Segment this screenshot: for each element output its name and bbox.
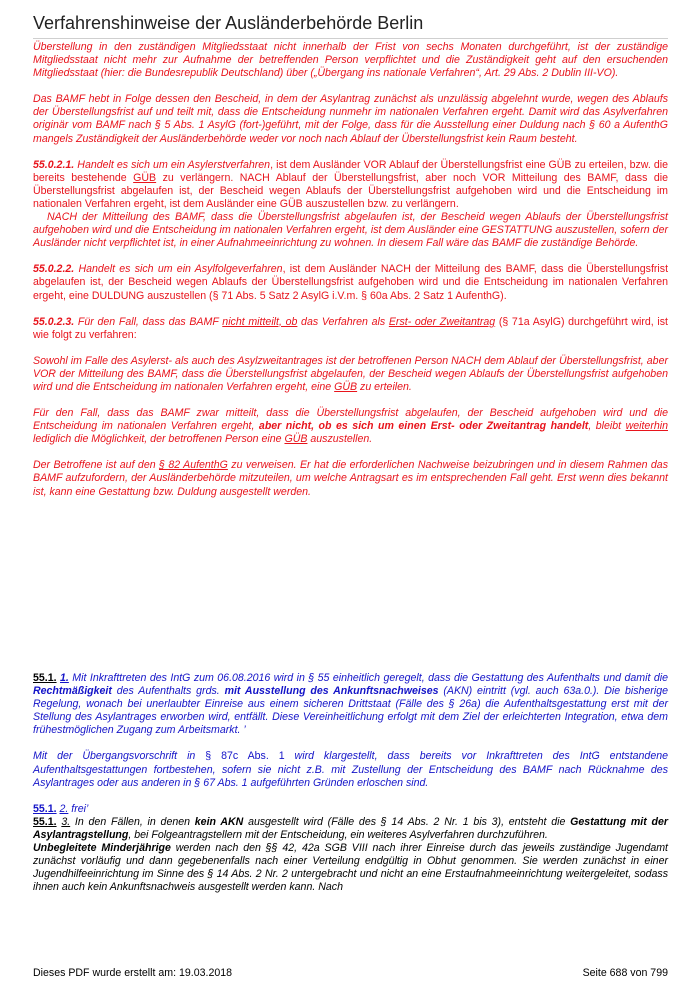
paragraph-bamf-informs: Für den Fall, dass das BAMF zwar mitteilt, dass die Überstellungsfrist abgelaufen, der Bescheid aufgehoben wird und die Entscheidung im nationalen Verfahren ergeht, aber nicht, ob es sich um einen Erst- oder Zweitantrag handelt, bleibt weiterhin lediglich die Möglichkeit, der betroffenen Person eine GÜB auszustellen. bbox=[33, 407, 668, 446]
subsection-link[interactable]: 1. bbox=[60, 672, 69, 684]
gub-link[interactable]: GÜB bbox=[284, 433, 308, 446]
paragraph-55-0-2-3: 55.0.2.3. Für den Fall, dass das BAMF nicht mitteilt, ob das Verfahren als Erst- oder Zweitantrag (§ 71a AsylG) durchgeführt wird, ist wie folgt zu verfahren: bbox=[33, 315, 668, 341]
subsection-link[interactable]: 2. bbox=[59, 802, 69, 815]
paragraph-transfer-deadline: Überstellung in den zuständigen Mitgliedsstaat nicht innerhalb der Frist von sechs Monaten durchgeführt, ist der zuständige Mitgliedsstaat nicht mehr zur Aufnahme der betreffenden Person verpflichtet und die Zuständigkeit geht auf den ersuchenden Mitgliedsstaat (hier: die Bundesrepublik Deutschland) über („Übergang ins nationale Verfahren“, Art. 29 Abs. 2 Dublin III-VO). bbox=[33, 41, 668, 80]
paragraph-bamf-decision: Das BAMF hebt in Folge dessen den Bescheid, in dem der Asylantrag zunächst als unzulässig abgelehnt wurde, wegen des Ablaufs der Überstellungsfrist auf und teilt mit, dass die Entscheidung nunmehr im nationalen Verfahren ergeht. Damit wird das Asylverfahren originär vom BAMF nach § 5 Abs. 1 AsylG (fort-)geführt, mit der Folge, dass für die Ausstellung einer Duldung nach § 60 a AufenthG mangels Zuständigkeit der Ausländerbehörde weder vor noch nach Ablauf der Überstellungsfrist kein Raum besteht. bbox=[33, 93, 668, 145]
paragraph-55-0-2-1: 55.0.2.1. Handelt es sich um ein Asylerstverfahren, ist dem Ausländer VOR Ablauf der Überstellungsfrist eine GÜB zu erteilen, bzw. die bereits bestehende GÜB zu verlängern. NACH Ablauf der Überstellungsfrist, aber noch VOR Mitteilung des BAMF, dass die Überstellungsfrist abgelaufen ist, der Bescheid wegen Ablaufs der Überstellungsfrist aufgehoben wird und die Entscheidung im nationalen Verfahren ergeht, ist dem Ausländer eine GÜB auszustellen bzw. zu verlängern. bbox=[33, 158, 668, 210]
section-number-link[interactable]: 55.1. bbox=[33, 672, 57, 684]
paragraph-55-1-2: 55.1. 2. frei’ bbox=[33, 802, 89, 815]
gub-link[interactable]: GÜB bbox=[334, 380, 358, 393]
section-number-link[interactable]: 55.1. bbox=[33, 802, 57, 815]
ref-87c-link[interactable]: § 87c Abs. 1 bbox=[205, 750, 285, 763]
footer-page-number: Seite 688 von 799 bbox=[582, 967, 668, 979]
section-55-1 bbox=[33, 672, 668, 894]
paragraph-55-1-3: 55.1. 3. In den Fällen, in denen kein AKN ausgestellt wird (Fälle des § 14 Abs. 2 Nr. 1 bis 3), entsteht die Gestattung mit der Asylantragstellung, bei Folgeantragstellern mit der Entscheidung, ein weiteres Asylverfahren durchzuführen. Unbegleitete Minderjährige werden nach den §§ 42, 42a SGB VIII nach ihrer Einreise durch das jeweils zuständige Jugendamt zunächst vorläufig und dann gegebenenfalls nach einer Verteilung endgültig in Obhut genommen. Sie werden zunächst in einer Jugendhilfeeinrichtung im Sinne des § 14 Abs. 2 Nr. 2 untergebracht und nicht an eine Erstaufnahmeeinrichtung weitergeleitet, sodass ihnen auch kein Ankunftsnachweis ausgestellt werden kann. Nach bbox=[33, 815, 669, 894]
section-number: 55.0.2.1. bbox=[33, 158, 75, 171]
paragraph-55-0-2-1-cont: NACH der Mitteilung des BAMF, dass die Überstellungsfrist abgelaufen ist, der Bescheid wegen Ablaufs der Überstellungsfrist aufgehoben wird und die Entscheidung im nationalen Verfahren ergeht, ist dem Ausländer eine GESTATTUNG auszustellen, sofern der Ausländer nicht verpflichtet ist, in einer Aufnahmeeinrichtung zu wohnen. In diesem Fall wäre das BAMF die zuständige Behörde. bbox=[33, 211, 668, 250]
section-lead: Handelt es sich um ein Asylerstverfahren bbox=[74, 158, 271, 171]
section-lead: Handelt es sich um ein Asylfolgeverfahren bbox=[74, 263, 283, 276]
footer-created-date: Dieses PDF wurde erstellt am: 19.03.2018 bbox=[33, 967, 233, 979]
subsection-link[interactable]: 3. bbox=[61, 815, 71, 828]
page-footer bbox=[33, 967, 668, 979]
paragraph-55-1-1: 55.1. 1. Mit Inkrafttreten des IntG zum 06.08.2016 wird in § 55 einheitlich geregelt, dass die Gestattung des Aufenthalts und damit die Rechtmäßigkeit des Aufenthalts grds. mit Ausstellung des Ankunftsnachweises (AKN) eintritt (vgl. auch 63a.0.). Die bisherige Regelung, wonach bei unerlaubter Einreise aus einem sicheren Drittstaat (Fälle des § 26a) die Aufenthaltsgestattung erst mit der Stellung des Asylantrages erworben wird, entfällt. Diese Vereinheitlichung erfolgt mit dem Ziel der erleichterten Integration, etwa dem frühestmöglichen Zugang zum Arbeitsmarkt. ’ bbox=[33, 672, 668, 737]
paragraph-55-0-2-2: 55.0.2.2. Handelt es sich um ein Asylfolgeverfahren, ist dem Ausländer NACH der Mitteilung des BAMF, dass die Überstellungsfrist abgelaufen ist, der Bescheid wegen Ablaufs der Überstellungsfrist aufgehoben wird und die Entscheidung im nationalen Verfahren ergeht, eine DULDUNG auszustellen (§ 71 Abs. 5 Satz 2 AsylG i.V.m. § 60a Abs. 2 Satz 1 AufenthG). bbox=[33, 263, 669, 302]
header-divider bbox=[33, 38, 668, 39]
aufenthg-82-link[interactable]: § 82 AufenthG bbox=[159, 459, 228, 472]
page-header bbox=[33, 12, 668, 39]
main-content bbox=[33, 41, 668, 499]
page-title: Verfahrenshinweise der Ausländerbehörde Berlin bbox=[33, 13, 424, 33]
section-number-link[interactable]: 55.1. bbox=[33, 815, 57, 828]
section-number: 55.0.2.3. bbox=[33, 315, 75, 328]
paragraph-refer-82: Der Betroffene ist auf den § 82 AufenthG zu verweisen. Er hat die erforderlichen Nachweise beizubringen und in diesem Rahmen das BAMF aufzufordern, der Ausländerbehörde mitzuteilen, um welche Antragsart es im entsprechenden Fall geht. Erst wenn dies bekannt ist, kann eine Gestattung bzw. Duldung ausgestellt werden. bbox=[33, 459, 668, 498]
paragraph-transition-rule: Mit der Übergangsvorschrift in § 87c Abs. 1 wird klargestellt, dass bereits vor Inkrafttreten des IntG entstandene Aufenthaltsgestattungen fortbestehen, sofern sie nicht z.B. mit Zustellung der Entscheidung des BAMF nach Rücknahme des Asylantrages oder aus anderen in § 67 Abs. 1 aufgeführten Gründen erloschen sind. bbox=[33, 750, 668, 789]
section-number: 55.0.2.2. bbox=[33, 263, 75, 276]
gub-link[interactable]: GÜB bbox=[133, 171, 157, 184]
paragraph-both-cases: Sowohl im Falle des Asylerst- als auch des Asylzweitantrages ist der betroffenen Person NACH dem Ablauf der Überstellungsfrist, aber VOR der Mitteilung des BAMF, dass die Überstellungsfrist abgelaufen, der Bescheid wegen Ablaufs der Überstellungsfrist aufgehoben wird und die Entscheidung im nationalen Verfahren ergeht, eine GÜB zu erteilen. bbox=[33, 354, 668, 393]
